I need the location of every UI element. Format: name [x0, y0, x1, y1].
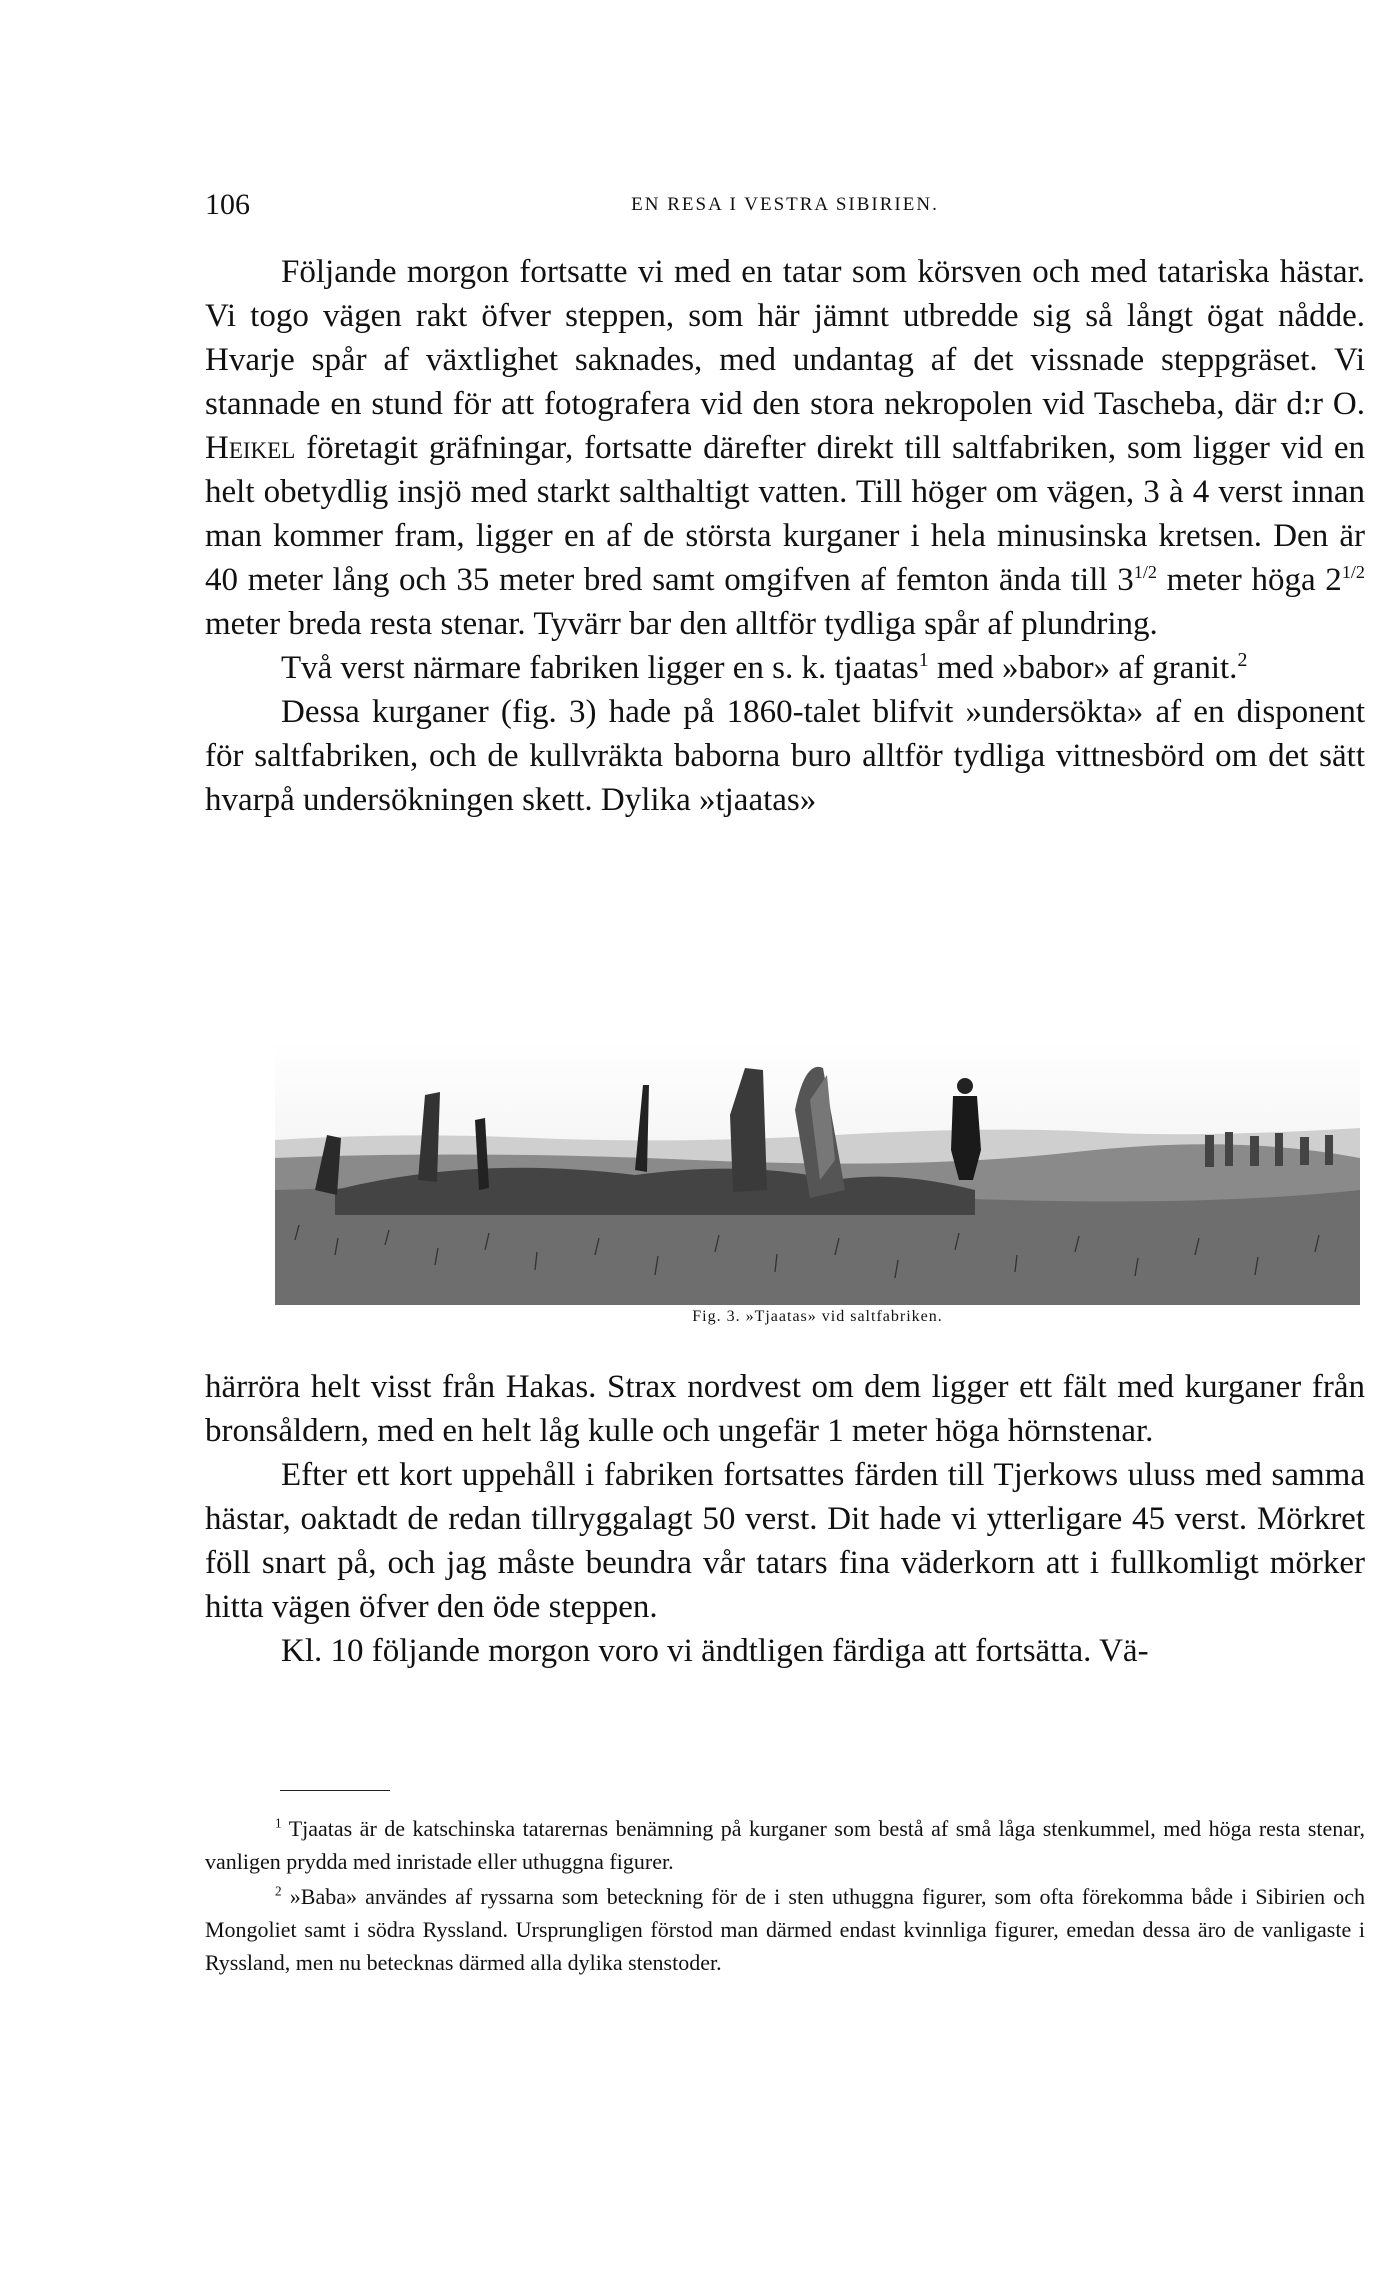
paragraph-6: Kl. 10 följande morgon voro vi ändtligen färdiga att fortsätta. Vä-	[281, 1633, 1149, 1669]
footnotes	[205, 1812, 1365, 1981]
running-title: EN RESA I VESTRA SIBIRIEN.	[631, 194, 939, 215]
footnote-ref-1[interactable]: 1	[918, 649, 929, 671]
footnote-ref-2[interactable]: 2	[1237, 649, 1248, 671]
text-block-lower	[205, 1365, 1365, 1673]
page-number: 106	[205, 188, 250, 221]
figure-caption: Fig. 3. »Tjaatas» vid saltfabriken.	[692, 1308, 943, 1325]
footnote-1-mark: 1	[275, 1815, 282, 1831]
fraction-half: 1/2	[1341, 562, 1365, 582]
fraction-half: 1/2	[1133, 562, 1157, 582]
footnote-2-mark: 2	[275, 1883, 282, 1899]
text-block-upper	[205, 250, 1365, 822]
page-header	[205, 188, 1365, 228]
paragraph-3: Dessa kurganer (fig. 3) hade på 1860-talet blifvit »undersökta» af en disponent för saltfabriken, och de kullvräkta baborna buro alltför tydliga vittnesbörd om det sätt hvarpå undersökningen skett. Dylika »tjaatas»	[205, 694, 1365, 818]
paragraph-5: Efter ett kort uppehåll i fabriken fortsattes färden till Tjerkows uluss med samma hästar, oaktadt de redan tillryggalagt 50 verst. Dit hade vi ytterligare 45 verst. Mörkret föll snart på, och jag måste beundra vår tatars fina väderkorn att i fullkomligt mörker hitta vägen öfver den öde steppen.	[205, 1457, 1365, 1625]
paragraph-1: Följande morgon fortsatte vi med en tatar som körsven och med tatariska hästar. Vi togo vägen rakt öfver steppen, som här jämnt utbredde sig så långt ögat nådde. Hvarje spår af växtlighet saknades, med undantag af det vissnade steppgräset. Vi stannade en stund för att fotografera vid den stora nekropolen vid Tascheba, där d:r O. Heikel företagit gräfningar, fortsatte därefter direkt till saltfabriken, som ligger vid en helt obetydlig insjö med starkt salthaltigt vatten. Till höger om vägen, 3 à 4 verst innan man kommer fram, ligger en af de största kurganer i hela minusinska kretsen. Den är 40 meter lång och 35 meter bred samt omgifven af femton ända till $3^{1/2}$ meter höga $2^{1/2}$ meter breda resta stenar. Tyvärr bar den alltför tydliga spår af plundring.	[205, 254, 1365, 642]
person-name: Heikel	[205, 430, 296, 466]
footnote-1: $^1$ Tjaatas är de katschinska tatarernas benämning på kurganer som bestå af små låga stenkummel, med höga resta stenar, vanligen prydda med inristade eller uthuggna figurer.	[205, 1815, 1365, 1874]
paragraph-2: Två verst närmare fabriken ligger en s. k. tjaatas$^1$ med »babor» af granit.$^2$	[281, 649, 1248, 686]
figure-illustration	[275, 1040, 1360, 1305]
footnote-2: $^2$ »Baba» användes af ryssarna som beteckning för de i sten uthuggna figurer, som ofta förekomma både i Sibirien och Mongoliet samt i södra Ryssland. Ursprungligen förstod man därmed endast kvinnliga figurer, emedan dessa äro de vanligaste i Ryssland, men nu betecknas därmed alla dylika stenstoder.	[205, 1883, 1366, 1975]
tjaatas-engraving	[275, 1040, 1360, 1305]
footnote-divider	[280, 1790, 390, 1791]
paragraph-4: härröra helt visst från Hakas. Strax nordvest om dem ligger ett fält med kurganer från bronsåldern, med en helt låg kulle och ungefär 1 meter höga hörnstenar.	[205, 1369, 1365, 1449]
